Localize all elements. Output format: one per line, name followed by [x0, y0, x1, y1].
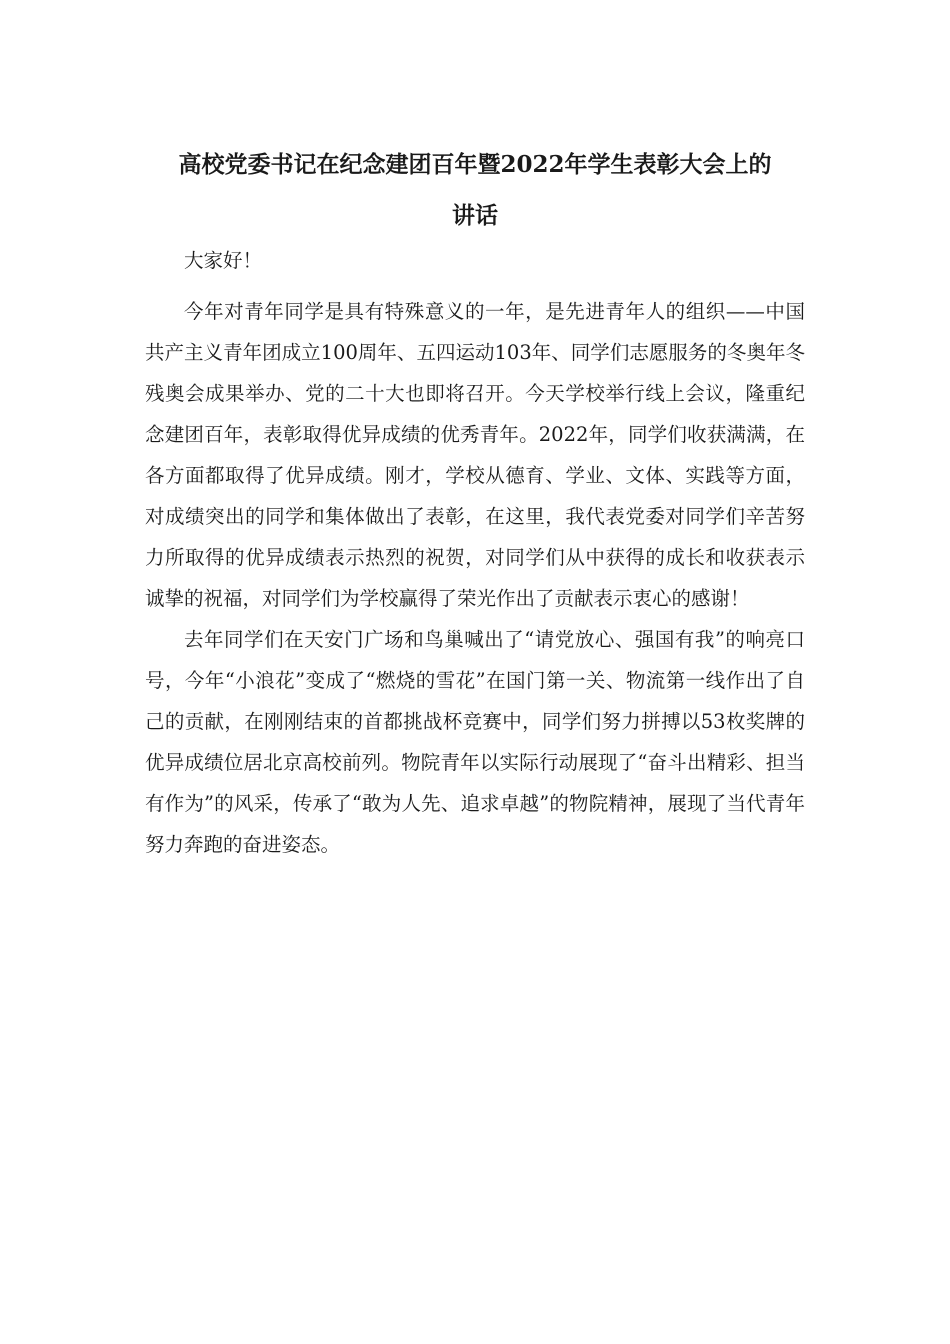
document-title-line-1: 高校党委书记在纪念建团百年暨2022年学生表彰大会上的	[178, 151, 772, 178]
paragraph-1: 今年对青年同学是具有特殊意义的一年，是先进青年人的组织——中国共产主义青年团成立100周年、五四运动103年、同学们志愿服务的冬奥年冬残奥会成果举办、党的二十大也即将召开。今天学校举行线上会议，隆重纪念建团百年，表彰取得优异成绩的优秀青年。2022年，同学们收获满满，在各方面都取得了优异成绩。刚才，学校从德育、学业、文体、实践等方面，对成绩突出的同学和集体做出了表彰，在这里，我代表党委对同学们辛苦努力所取得的优异成绩表示热烈的祝贺，对同学们从中获得的成长和收获表示诚挚的祝福，对同学们为学校赢得了荣光作出了贡献表示衷心的感谢！	[145, 300, 805, 610]
document-title-line-2: 讲话	[452, 202, 498, 229]
document-body	[145, 240, 805, 865]
paragraph-2: 去年同学们在天安门广场和鸟巢喊出了“请党放心、强国有我”的响亮口号，今年“小浪花”变成了“燃烧的雪花”在国门第一关、物流第一线作出了自己的贡献，在刚刚结束的首都挑战杯竞赛中，同学们努力拼搏以53枚奖牌的优异成绩位居北京高校前列。物院青年以实际行动展现了“奋斗出精彩、担当有作为”的风采，传承了“敢为人先、追求卓越”的物院精神，展现了当代青年努力奔跑的奋进姿态。	[145, 628, 805, 856]
greeting: 大家好！	[184, 249, 263, 272]
